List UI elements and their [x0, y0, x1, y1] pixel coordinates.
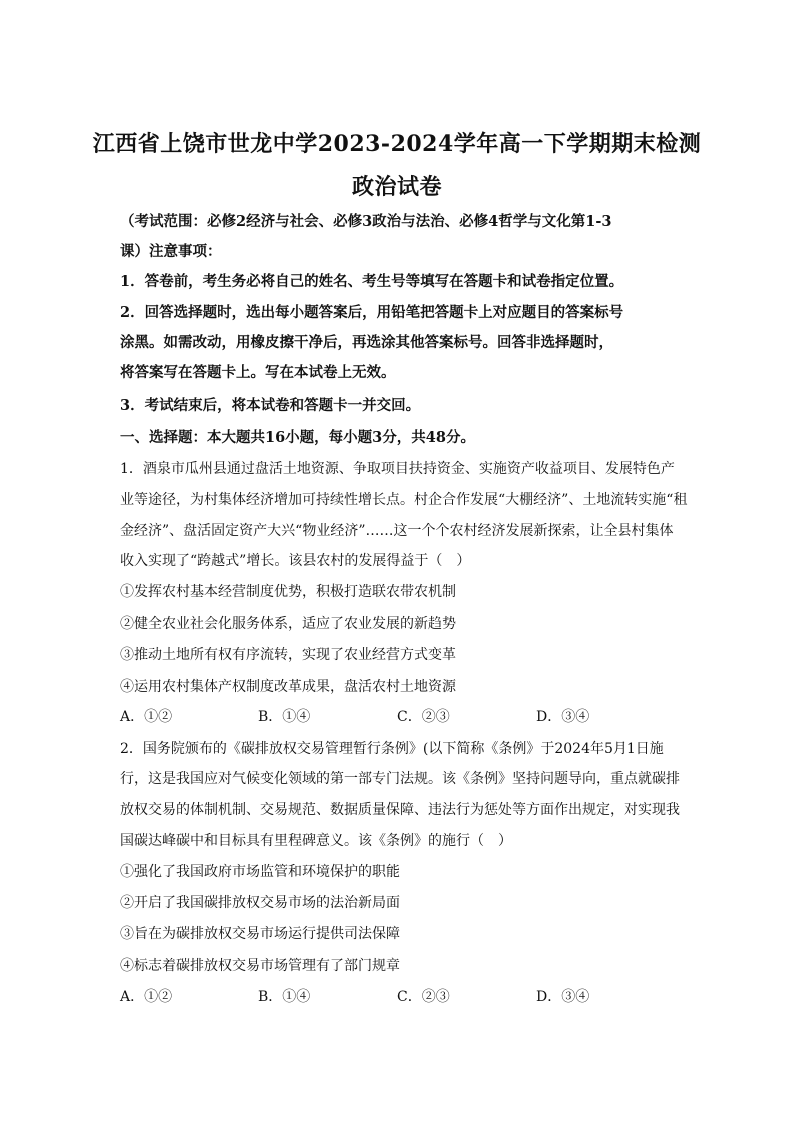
- section-heading: 一、选择题：本大题共16小题，每小题3分，共48分。: [120, 429, 475, 446]
- question-1-option-d: D．③④: [536, 709, 590, 725]
- question-1-statement: ④运用农村集体产权制度改革成果，盘活农村土地资源: [120, 679, 456, 695]
- question-1-statement: ①发挥农村基本经营制度优势，积极打造联农带农机制: [120, 584, 456, 600]
- instruction-line: 2．回答选择题时，选出每小题答案后，用铅笔把答题卡上对应题目的答案标号: [120, 304, 624, 321]
- question-1-option-a: A．①②: [120, 709, 173, 725]
- exam-subtitle: 政治试卷: [351, 174, 442, 200]
- question-1-option-b: B．①④: [258, 709, 311, 725]
- question-1-text: 业等途径，为村集体经济增加可持续性增长点。村企合作发展“大棚经济”、土地流转实施“租: [120, 492, 688, 508]
- question-2-option-a: A．①②: [120, 989, 173, 1005]
- question-1-option-c: C．②③: [397, 709, 450, 725]
- instruction-line: 1．答卷前，考生务必将自己的姓名、考生号等填写在答题卡和试卷指定位置。: [120, 273, 624, 290]
- instruction-line: 涂黑。如需改动，用橡皮擦干净后，再选涂其他答案标号。回答非选择题时，: [120, 334, 613, 351]
- question-2-text: 放权交易的体制机制、交易规范、数据质量保障、违法行为惩处等方面作出规定，对实现我: [120, 802, 680, 818]
- question-2-statement: ①强化了我国政府市场监管和环境保护的职能: [120, 864, 400, 880]
- question-1-text: 1．酒泉市瓜州县通过盘活土地资源、争取项目扶持资金、实施资产收益项目、发展特色产: [120, 461, 675, 477]
- question-2-option-b: B．①④: [258, 989, 311, 1005]
- question-2-statement: ③旨在为碳排放权交易市场运行提供司法保障: [120, 926, 400, 942]
- question-2-text: 2．国务院颁布的《碳排放权交易管理暂行条例》(以下简称《条例》于2024年5月1日施: [120, 741, 664, 757]
- question-1-text: 金经济”、盘活固定资产大兴“物业经济”……这一个个农村经济发展新探索，让全县村集体: [120, 523, 674, 539]
- question-1-text: 收入实现了“跨越式”增长。该县农村的发展得益于（ ）: [120, 553, 471, 569]
- exam-scope-line: （考试范围：必修2经济与社会、必修3政治与法治、必修4哲学与文化第1-3: [120, 213, 612, 230]
- question-2-text: 国碳达峰碳中和目标具有里程碑意义。该《条例》的施行（ ）: [120, 833, 512, 849]
- instruction-line: 3．考试结束后，将本试卷和答题卡一并交回。: [120, 397, 421, 414]
- instruction-line: 将答案写在答题卡上。写在本试卷上无效。: [120, 364, 396, 381]
- question-1-statement: ②健全农业社会化服务体系，适应了农业发展的新趋势: [120, 616, 456, 632]
- question-2-statement: ④标志着碳排放权交易市场管理有了部门规章: [120, 958, 400, 974]
- question-2-statement: ②开启了我国碳排放权交易市场的法治新局面: [120, 895, 400, 911]
- exam-scope-line: 课）注意事项：: [120, 243, 222, 260]
- exam-title: 江西省上饶市世龙中学2023-2024学年高一下学期期末检测: [92, 131, 702, 157]
- question-1-statement: ③推动土地所有权有序流转，实现了农业经营方式变革: [120, 647, 456, 663]
- question-2-text: 行，这是我国应对气候变化领域的第一部专门法规。该《条例》坚持问题导向，重点就碳排: [120, 771, 680, 787]
- question-2-option-d: D．③④: [536, 989, 590, 1005]
- question-2-option-c: C．②③: [397, 989, 450, 1005]
